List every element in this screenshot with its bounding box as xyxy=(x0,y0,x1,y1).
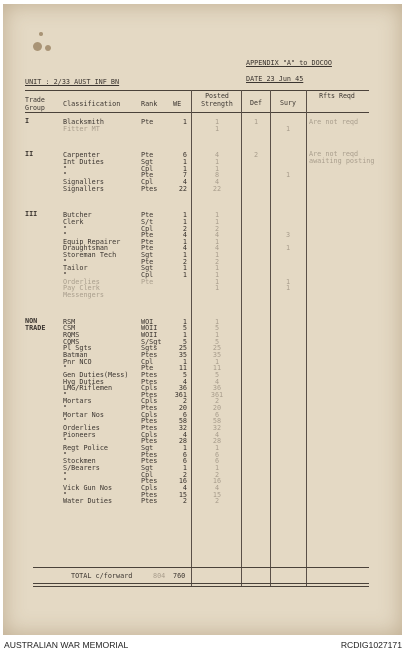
row-rank: S/t xyxy=(141,217,154,226)
row-we: 32 xyxy=(178,424,187,433)
row-rank: Ptes xyxy=(141,390,158,399)
row-classification: Fitter MT xyxy=(63,124,100,133)
row-rank: Cpls xyxy=(141,430,158,439)
row-we: 6 xyxy=(182,151,187,160)
row-classification: RQMS xyxy=(63,330,80,339)
row-posted-strength: 22 xyxy=(212,184,222,193)
col-header-trade-group: Trade Group xyxy=(25,96,45,112)
row-classification: " xyxy=(63,271,68,280)
row-classification: Orderlies xyxy=(63,424,100,433)
row-posted-strength: 2 xyxy=(214,497,220,506)
row-rank: Ptes xyxy=(141,417,158,426)
row-posted-strength: 1 xyxy=(214,264,220,273)
row-we: 1 xyxy=(182,211,187,220)
unit-label: UNIT : 2/33 AUST INF BN xyxy=(25,78,120,86)
row-posted-strength: 5 xyxy=(214,324,220,333)
row-rank: Pte xyxy=(141,211,154,220)
row-classification: Int Duties xyxy=(63,157,104,166)
col-header-we: WE xyxy=(173,100,182,108)
row-classification: Pay Clerk xyxy=(63,284,100,293)
row-posted-strength: 1 xyxy=(214,357,220,366)
row-rank: Ptes xyxy=(141,450,158,459)
row-we: 11 xyxy=(178,364,187,373)
row-classification: Vick Gun Nos xyxy=(63,483,113,492)
row-classification: Hyg Duties xyxy=(63,377,104,386)
row-rank: S/Sgt xyxy=(141,337,162,346)
rfts-note: awaiting posting xyxy=(309,157,375,165)
row-we: 1 xyxy=(182,118,187,126)
row-posted-strength: 4 xyxy=(214,231,220,240)
total-top-rule xyxy=(33,567,369,568)
row-posted-strength: 4 xyxy=(214,177,220,186)
row-we: 15 xyxy=(178,490,187,499)
row-rank: Pte xyxy=(141,277,154,286)
row-posted-strength: 1 xyxy=(214,444,220,452)
row-deficiency: 2 xyxy=(253,151,259,160)
row-rank: Ptes xyxy=(141,184,158,193)
row-posted-strength: 6 xyxy=(214,410,220,419)
row-we: 35 xyxy=(178,350,187,359)
row-we: 4 xyxy=(182,231,187,240)
row-rank: Sgt xyxy=(141,251,154,260)
row-posted-strength: 1 xyxy=(214,237,220,246)
row-posted-strength: 5 xyxy=(214,370,220,379)
column-divider xyxy=(241,90,242,587)
row-classification: CSM xyxy=(63,324,76,333)
ink-stain xyxy=(39,32,43,36)
row-classification: " xyxy=(63,417,68,426)
row-we: 20 xyxy=(178,404,187,413)
appendix-title: APPENDIX "A" to DOCOO xyxy=(246,59,332,67)
col-header-rfts-reqd: Rfts Reqd xyxy=(319,92,355,100)
row-classification: " xyxy=(63,171,68,180)
row-we: 4 xyxy=(182,430,187,439)
row-we: 6 xyxy=(182,457,187,466)
row-rank: Ptes xyxy=(141,370,158,379)
row-posted-strength: 32 xyxy=(212,424,222,433)
row-we: 16 xyxy=(178,477,187,486)
document-page xyxy=(3,4,402,635)
row-rank: Cpls xyxy=(141,397,158,406)
row-posted-strength: 4 xyxy=(214,244,220,253)
archive-reference: RCDIG1027171 xyxy=(340,640,402,650)
row-we: 1 xyxy=(182,317,187,326)
row-posted-strength: 2 xyxy=(214,397,220,406)
row-rank: WOII xyxy=(141,324,158,333)
row-classification: Clerk xyxy=(63,217,84,226)
column-divider xyxy=(191,90,192,587)
row-classification: Signallers xyxy=(63,184,104,193)
row-surplus: 3 xyxy=(285,231,291,240)
total-label: TOTAL c/forward xyxy=(71,572,133,580)
row-rank: Pte xyxy=(141,237,154,246)
row-classification: " xyxy=(63,404,68,413)
row-classification: " xyxy=(63,364,68,373)
row-rank: Ptes xyxy=(141,477,158,486)
row-we: 5 xyxy=(182,324,187,333)
row-posted-strength: 6 xyxy=(214,457,220,466)
row-posted-strength: 4 xyxy=(214,483,220,492)
row-rank: Ptes xyxy=(141,424,158,433)
row-posted-strength: 1 xyxy=(214,211,220,220)
row-rank: Cpls xyxy=(141,384,158,393)
total-bottom-rule xyxy=(33,583,369,584)
date-label: DATE 23 Jun 45 xyxy=(246,75,304,83)
row-rank: Ptes xyxy=(141,497,158,506)
row-we: 1 xyxy=(182,330,187,339)
row-we: 28 xyxy=(178,437,187,446)
row-posted-strength: 1 xyxy=(214,164,220,173)
row-we: 1 xyxy=(182,157,187,166)
row-posted-strength: 4 xyxy=(214,430,220,439)
row-posted-strength: 2 xyxy=(214,257,220,266)
row-posted-strength: 1 xyxy=(214,317,220,326)
row-surplus: 1 xyxy=(285,171,291,180)
row-we: 22 xyxy=(178,184,187,193)
row-we: 4 xyxy=(182,244,187,253)
row-classification: " xyxy=(63,164,68,173)
row-rank: Cpl xyxy=(141,164,154,173)
row-classification: " xyxy=(63,257,68,266)
row-classification: Messengers xyxy=(63,291,104,299)
row-classification: Butcher xyxy=(63,211,92,220)
row-classification: Mortar Nos xyxy=(63,410,104,419)
row-posted-strength: 6 xyxy=(214,450,220,459)
row-rank: Cpls xyxy=(141,483,158,492)
row-posted-strength: 16 xyxy=(212,477,222,486)
row-classification: " xyxy=(63,490,68,499)
header-bottom-rule xyxy=(25,112,369,113)
col-header-surplus: Sury xyxy=(280,99,296,107)
row-rank: Ptes xyxy=(141,490,158,499)
row-posted-strength: 5 xyxy=(214,337,220,346)
row-rank: Cpls xyxy=(141,410,158,419)
row-classification: " xyxy=(63,390,68,399)
row-we: 2 xyxy=(182,257,187,266)
row-classification: " xyxy=(63,231,68,240)
col-header-rank: Rank xyxy=(141,100,158,108)
row-rank: Ptes xyxy=(141,350,158,359)
row-posted-strength: 2 xyxy=(214,470,220,479)
row-rank: Sgt xyxy=(141,463,154,472)
trade-group-label: III xyxy=(25,210,38,219)
row-posted-strength: 1 xyxy=(214,118,220,126)
row-we: 2 xyxy=(182,397,187,406)
row-posted-strength: 58 xyxy=(212,417,222,426)
row-posted-strength: 15 xyxy=(212,490,222,499)
row-we: 36 xyxy=(178,384,187,393)
row-rank: Cpl xyxy=(141,224,154,233)
row-posted-strength: 1 xyxy=(214,271,220,280)
row-rank: Sgts xyxy=(141,344,158,353)
row-posted-strength: 1 xyxy=(214,124,220,133)
row-we: 2 xyxy=(182,497,187,506)
row-we: 58 xyxy=(178,417,187,426)
row-rank: Ptes xyxy=(141,457,158,466)
archive-name: AUSTRALIAN WAR MEMORIAL xyxy=(4,640,129,650)
row-posted-strength: 8 xyxy=(214,171,220,180)
ink-stain xyxy=(33,42,42,51)
row-posted-strength: 2 xyxy=(214,224,220,233)
row-rank: Cpl xyxy=(141,271,154,280)
row-rank: Cpl xyxy=(141,470,154,479)
row-we: 4 xyxy=(182,377,187,386)
row-classification: Tailor xyxy=(63,264,88,273)
row-surplus: 1 xyxy=(285,284,291,293)
row-classification: " xyxy=(63,450,68,459)
total-posted: 804 xyxy=(153,572,166,580)
row-we: 2 xyxy=(182,470,187,479)
row-classification: " xyxy=(63,437,68,446)
row-rank: Pte xyxy=(141,171,154,180)
row-we: 1 xyxy=(182,264,187,273)
row-we: 2 xyxy=(182,224,187,233)
row-classification: Carpenter xyxy=(63,151,100,160)
col-header-classification: Classification xyxy=(63,100,121,108)
row-posted-strength: 361 xyxy=(210,390,224,399)
total-we: 760 xyxy=(173,572,186,580)
row-posted-strength: 35 xyxy=(212,350,222,359)
row-posted-strength: 20 xyxy=(212,404,222,413)
row-surplus: 1 xyxy=(285,277,291,286)
row-we: 7 xyxy=(182,171,187,180)
rfts-note: Are not reqd xyxy=(309,150,359,158)
row-rank: Pte xyxy=(141,244,154,253)
row-posted-strength: 4 xyxy=(214,377,220,386)
col-header-def: Def xyxy=(250,99,262,107)
row-we: 1 xyxy=(182,237,187,246)
row-posted-strength: 1 xyxy=(214,277,220,286)
row-classification: Draughtsman xyxy=(63,244,109,253)
row-we: 1 xyxy=(182,357,187,366)
row-rank: Sgt xyxy=(141,157,154,166)
row-classification: " xyxy=(63,470,68,479)
row-we: 1 xyxy=(182,217,187,226)
row-posted-strength: 36 xyxy=(212,384,222,393)
total-bottom-rule-2 xyxy=(33,586,369,587)
trade-group-label: II xyxy=(25,150,34,159)
row-posted-strength: 1 xyxy=(214,157,220,166)
row-classification: Water Duties xyxy=(63,497,113,506)
row-classification: Stockmen xyxy=(63,457,96,466)
row-classification: Storeman Tech xyxy=(63,251,117,260)
row-deficiency: 1 xyxy=(253,118,259,126)
row-classification: Pnr NCO xyxy=(63,357,92,366)
row-posted-strength: 1 xyxy=(214,217,220,226)
rfts-note: Are not reqd xyxy=(309,118,359,126)
row-we: 4 xyxy=(182,177,187,186)
row-we: 25 xyxy=(178,344,187,353)
row-classification: " xyxy=(63,477,68,486)
row-we: 1 xyxy=(182,164,187,173)
row-we: 1 xyxy=(182,444,187,452)
row-classification: CQMS xyxy=(63,337,80,346)
row-classification: Regt Police xyxy=(63,444,109,452)
row-we: 1 xyxy=(182,251,187,260)
col-header-posted-strength: Posted Strength xyxy=(201,92,233,108)
row-rank: Pte xyxy=(141,257,154,266)
row-classification: RSM xyxy=(63,317,76,326)
trade-group-label: NON TRADE xyxy=(25,316,46,332)
row-posted-strength: 4 xyxy=(214,151,220,160)
row-we: 6 xyxy=(182,450,187,459)
row-surplus: 1 xyxy=(285,124,291,133)
row-posted-strength: 1 xyxy=(214,330,220,339)
column-divider xyxy=(270,90,271,587)
row-rank: Pte xyxy=(141,231,154,240)
row-posted-strength: 1 xyxy=(214,251,220,260)
row-rank: WOII xyxy=(141,330,158,339)
ink-stain xyxy=(45,45,51,51)
row-classification: Gen Duties(Mess) xyxy=(63,370,129,379)
row-classification: Pl Sgts xyxy=(63,344,92,353)
row-we: 5 xyxy=(182,337,187,346)
row-posted-strength: 1 xyxy=(214,284,220,293)
row-classification: Orderlies xyxy=(63,277,100,286)
row-classification: Blacksmith xyxy=(63,118,104,126)
row-we: 361 xyxy=(174,390,187,399)
row-rank: Pte xyxy=(141,364,154,373)
row-rank: Ptes xyxy=(141,437,158,446)
row-rank: Ptes xyxy=(141,377,158,386)
row-we: 6 xyxy=(182,410,187,419)
row-rank: Sgt xyxy=(141,444,154,452)
row-classification: Batman xyxy=(63,350,88,359)
row-rank: Cpl xyxy=(141,177,154,186)
row-classification: Mortars xyxy=(63,397,92,406)
row-classification: S/Bearers xyxy=(63,463,100,472)
row-rank: Cpl xyxy=(141,357,154,366)
row-classification: Pioneers xyxy=(63,430,96,439)
column-divider xyxy=(306,90,307,587)
row-rank: Pte xyxy=(141,118,154,126)
row-we: 5 xyxy=(182,370,187,379)
row-rank: Pte xyxy=(141,151,154,160)
row-we: 1 xyxy=(182,463,187,472)
row-classification: Signallers xyxy=(63,177,104,186)
row-posted-strength: 11 xyxy=(212,364,222,373)
row-posted-strength: 1 xyxy=(214,463,220,472)
row-classification: Equip Repairer xyxy=(63,237,121,246)
row-rank: WOI xyxy=(141,317,154,326)
archive-footer xyxy=(0,635,406,654)
row-we: 4 xyxy=(182,483,187,492)
row-rank: Sgt xyxy=(141,264,154,273)
header-top-rule xyxy=(25,90,369,91)
row-classification: LMG/Riflemen xyxy=(63,384,113,393)
row-we: 1 xyxy=(182,271,187,280)
row-posted-strength: 28 xyxy=(212,437,222,446)
trade-group-label: I xyxy=(25,117,30,125)
row-classification: " xyxy=(63,224,68,233)
row-posted-strength: 25 xyxy=(212,344,222,353)
row-rank: Ptes xyxy=(141,404,158,413)
row-surplus: 1 xyxy=(285,244,291,253)
